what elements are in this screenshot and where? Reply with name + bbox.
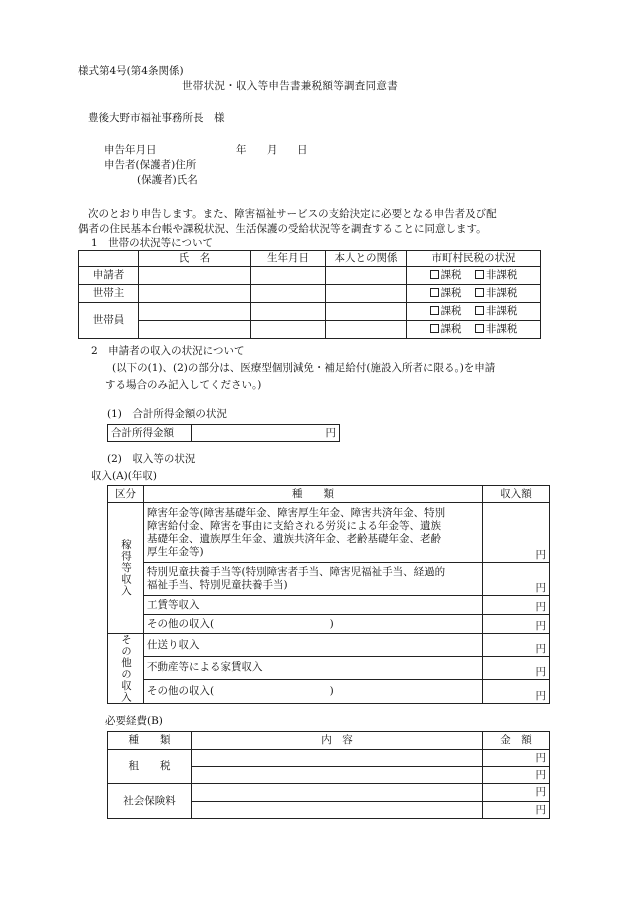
group-earned-income: 稼得等収入 <box>120 539 132 597</box>
other-income-row: その他の収入( ) <box>144 679 483 703</box>
section-1-heading: 1 世帯の状況等について <box>91 237 213 249</box>
expense-label: 必要経費(B) <box>105 715 163 727</box>
wages-row: 工賃等収入 <box>144 596 483 615</box>
role-applicant: 申請者 <box>79 267 139 285</box>
applicant-name-cell[interactable] <box>139 267 251 285</box>
taxed-checkbox[interactable] <box>430 306 439 315</box>
member2-name-cell[interactable] <box>139 321 251 339</box>
total-income-label: 合計所得金額 <box>108 425 192 442</box>
rent-amount-cell[interactable]: 円 <box>483 657 550 679</box>
expense-table <box>107 731 550 819</box>
insurance-row-label: 社会保険料 <box>108 784 192 819</box>
section-2-note-1: (以下の(1)、(2)の部分は、医療型個別減免・補足給付(施設入所者に限る。)を申請 <box>112 362 496 374</box>
consent-line-2: 偶者の住民基本台帳や課税状況、生活保護の受給状況等を調査することに同意します。 <box>78 223 487 235</box>
non-taxed-checkbox[interactable] <box>475 270 484 279</box>
section-2-note-2: する場合のみ記入してください。) <box>105 379 262 391</box>
non-taxed-checkbox[interactable] <box>475 306 484 315</box>
applicant-relation-cell[interactable] <box>326 267 407 285</box>
yen-label: 円 <box>325 426 336 439</box>
section-2-heading: 2 申請者の収入の状況について <box>91 345 245 357</box>
addressee: 豊後大野市福祉事務所長 様 <box>88 112 225 124</box>
pension-amount-cell[interactable]: 円 <box>483 503 550 563</box>
insurance-amount-cell-2[interactable]: 円 <box>483 802 550 819</box>
applicant-birth-cell[interactable] <box>251 267 326 285</box>
total-income-amount-cell[interactable] <box>192 425 340 442</box>
expense-header-kind: 種 類 <box>108 732 192 750</box>
insurance-amount-cell-1[interactable]: 円 <box>483 784 550 802</box>
other-earned-amount-cell[interactable]: 円 <box>483 615 550 634</box>
allowance-amount-cell[interactable]: 円 <box>483 563 550 596</box>
pension-row: 障害年金等(障害基礎年金、障害厚生年金、障害共済年金、特別 障害給付金、障害を事由に支給される労災による年金等、遺族 基礎年金、遺族厚生年金、遺族共済年金、老齢基礎年金、老齢 厚生年金等) <box>144 503 483 563</box>
rent-row: 不動産等による家賃収入 <box>144 657 483 679</box>
head-relation-cell[interactable] <box>326 285 407 303</box>
member2-relation-cell[interactable] <box>326 321 407 339</box>
other-earned-row: その他の収入( ) <box>144 615 483 634</box>
remittance-amount-cell[interactable]: 円 <box>483 634 550 657</box>
group-other-income: その他の収入 <box>120 634 132 703</box>
head-name-cell[interactable] <box>139 285 251 303</box>
member1-name-cell[interactable] <box>139 303 251 321</box>
insurance-content-cell-1[interactable] <box>192 784 483 802</box>
role-head: 世帯主 <box>79 285 139 303</box>
wages-amount-cell[interactable]: 円 <box>483 596 550 615</box>
member2-tax-cell: 課税 非課税 <box>407 321 541 339</box>
remittance-row: 仕送り収入 <box>144 634 483 657</box>
member2-birth-cell[interactable] <box>251 321 326 339</box>
page-title: 世帯状況・収入等申告書兼税額等調査同意書 <box>182 80 398 92</box>
form-number: 様式第4号(第4条関係) <box>78 65 184 77</box>
name-label: (保護者)氏名 <box>137 174 198 186</box>
income-label: 収入(A)(年収) <box>91 470 157 482</box>
head-birth-cell[interactable] <box>251 285 326 303</box>
taxed-checkbox[interactable] <box>430 288 439 297</box>
date-day-label: 日 <box>297 144 308 156</box>
applicant-tax-cell: 課税 非課税 <box>407 267 541 285</box>
expense-header-amount: 金 額 <box>483 732 550 750</box>
other-income-amount-cell[interactable]: 円 <box>483 679 550 703</box>
total-income-table <box>107 424 340 442</box>
tax-row-label: 租 税 <box>108 750 192 784</box>
date-year-label: 年 <box>236 144 247 156</box>
header-birth: 生年月日 <box>251 251 326 267</box>
tax-content-cell-2[interactable] <box>192 767 483 784</box>
non-taxed-checkbox[interactable] <box>475 288 484 297</box>
income-table <box>107 485 550 704</box>
tax-amount-cell-2[interactable]: 円 <box>483 767 550 784</box>
member1-birth-cell[interactable] <box>251 303 326 321</box>
subsection-1-heading: (1) 合計所得金額の状況 <box>107 408 227 420</box>
allowance-row: 特別児童扶養手当等(特別障害者手当、障害児福祉手当、経過的 福祉手当、特別児童扶養手当) <box>144 563 483 596</box>
household-table <box>78 250 541 339</box>
header-amount: 収入額 <box>483 486 550 503</box>
address-label: 申告者(保護者)住所 <box>104 159 197 171</box>
non-taxed-checkbox[interactable] <box>475 324 484 333</box>
header-category: 区分 <box>108 486 144 503</box>
insurance-content-cell-2[interactable] <box>192 802 483 819</box>
role-member: 世帯員 <box>79 303 139 339</box>
expense-header-content: 内 容 <box>192 732 483 750</box>
date-month-label: 月 <box>267 144 278 156</box>
date-label: 申告年月日 <box>104 144 157 156</box>
subsection-2-heading: (2) 収入等の状況 <box>107 453 196 465</box>
consent-line-1: 次のとおり申告します。また、障害福祉サービスの支給決定に必要となる申告者及び配 <box>88 208 497 220</box>
header-name: 氏 名 <box>139 251 251 267</box>
tax-content-cell-1[interactable] <box>192 750 483 767</box>
header-tax: 市町村民税の状況 <box>407 251 541 267</box>
head-tax-cell: 課税 非課税 <box>407 285 541 303</box>
header-kind: 種 類 <box>144 486 483 503</box>
taxed-checkbox[interactable] <box>430 324 439 333</box>
member1-relation-cell[interactable] <box>326 303 407 321</box>
member1-tax-cell: 課税 非課税 <box>407 303 541 321</box>
taxed-checkbox[interactable] <box>430 270 439 279</box>
header-relation: 本人との関係 <box>326 251 407 267</box>
tax-amount-cell-1[interactable]: 円 <box>483 750 550 767</box>
